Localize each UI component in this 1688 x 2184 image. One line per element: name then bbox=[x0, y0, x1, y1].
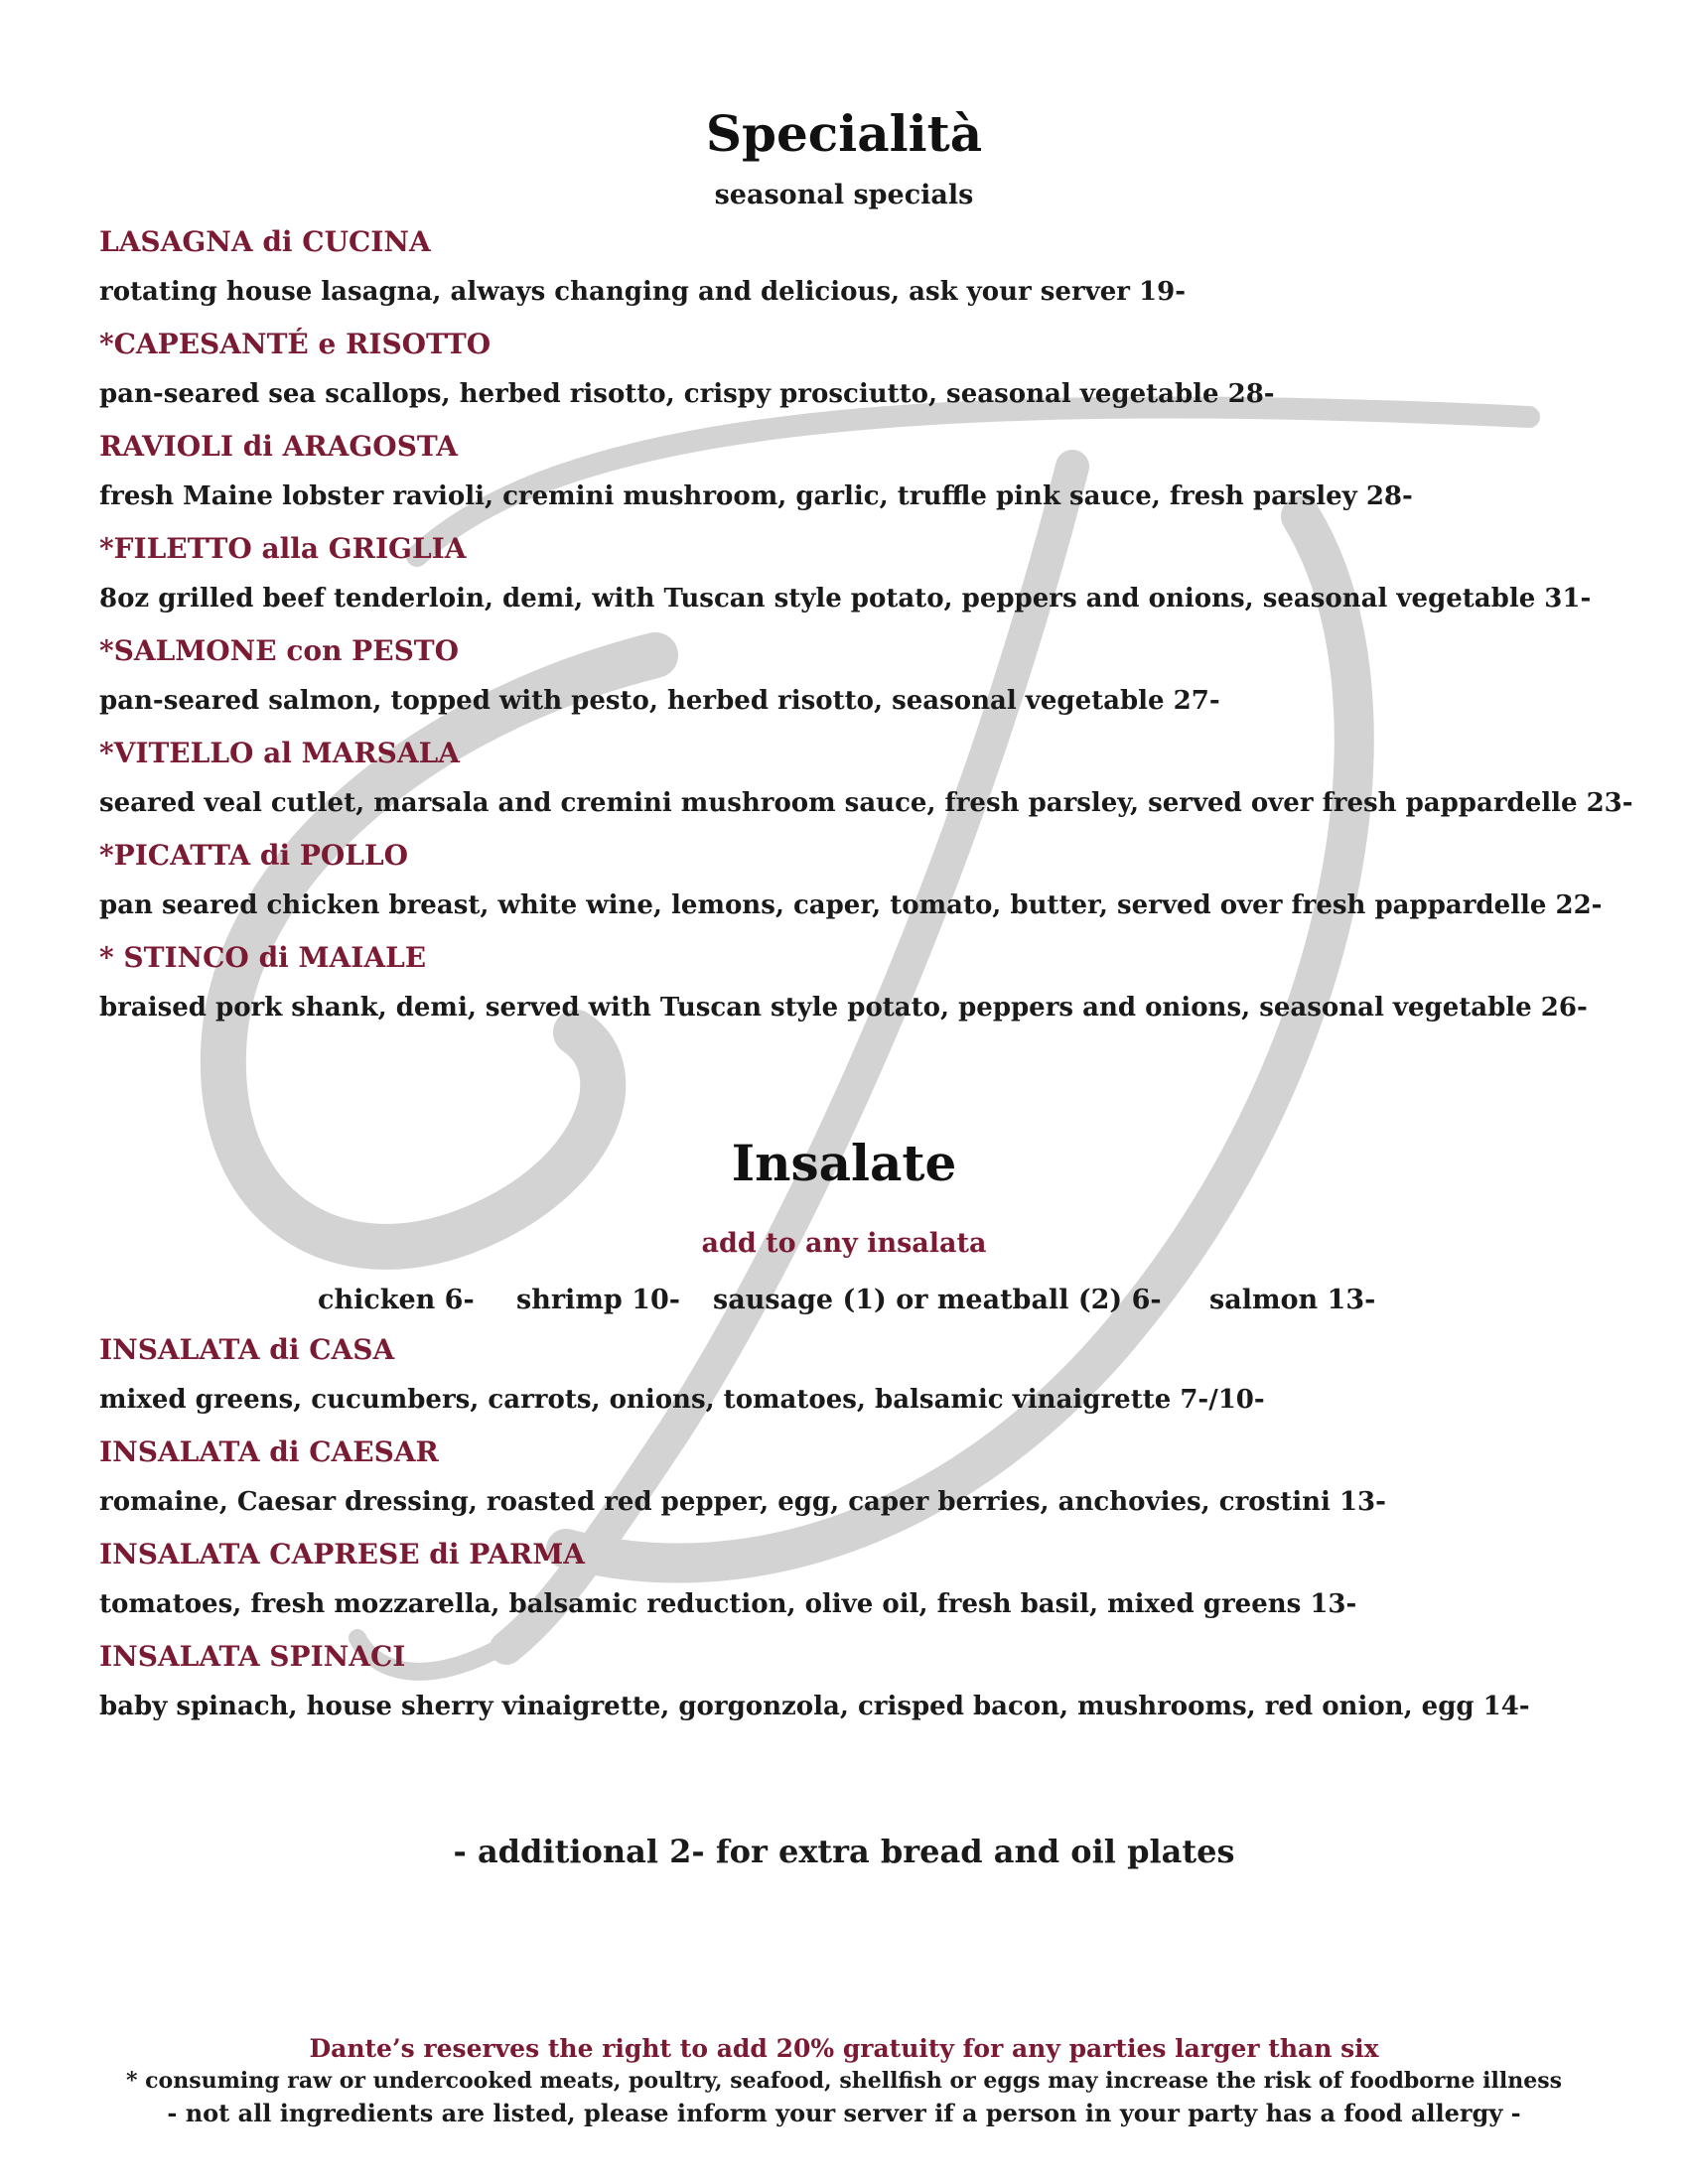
menu-item bbox=[99, 1538, 1648, 1621]
specialita-subtitle: seasonal specials bbox=[714, 180, 974, 210]
item-description: pan-seared sea scallops, herbed risotto, crispy prosciutto, seasonal vegetable 28- bbox=[99, 379, 1275, 409]
item-name: *CAPESANTÉ e RISOTTO bbox=[99, 328, 492, 360]
item-description: pan seared chicken breast, white wine, lemons, caper, tomato, butter, served over fresh pappardelle 22- bbox=[99, 890, 1603, 920]
menu-item bbox=[99, 328, 1648, 411]
item-description: baby spinach, house sherry vinaigrette, gorgonzola, crisped bacon, mushrooms, red onion, egg 14- bbox=[99, 1692, 1530, 1721]
item-name: INSALATA SPINACI bbox=[99, 1640, 406, 1673]
specialita-title: Specialità bbox=[705, 104, 983, 163]
item-name: *VITELLO al MARSALA bbox=[99, 737, 461, 769]
menu-item bbox=[99, 839, 1648, 922]
bread-note: - additional 2- for extra bread and oil plates bbox=[453, 1833, 1235, 1870]
menu-item bbox=[99, 941, 1648, 1024]
item-description: tomatoes, fresh mozzarella, balsamic reduction, olive oil, fresh basil, mixed greens 13- bbox=[99, 1589, 1357, 1619]
allergy-note: - not all ingredients are listed, please inform your server if a person in your party has a food allergy - bbox=[167, 2099, 1521, 2127]
item-name: * STINCO di MAIALE bbox=[99, 941, 427, 974]
insalate-list bbox=[99, 1333, 1648, 1742]
menu-item bbox=[99, 225, 1648, 309]
menu-item bbox=[99, 737, 1648, 820]
item-name: *PICATTA di POLLO bbox=[99, 839, 409, 872]
item-description: braised pork shank, demi, served with Tuscan style potato, peppers and onions, seasonal vegetable 26- bbox=[99, 993, 1588, 1023]
consumption-warning: * consuming raw or undercooked meats, poultry, seafood, shellfish or eggs may increase the risk of foodborne illness bbox=[126, 2068, 1562, 2094]
item-name: INSALATA CAPRESE di PARMA bbox=[99, 1538, 585, 1570]
gratuity-notice: Dante’s reserves the right to add 20% gratuity for any parties larger than six bbox=[309, 2034, 1379, 2063]
item-name: *SALMONE con PESTO bbox=[99, 634, 460, 667]
addon-item: sausage (1) or meatball (2) 6- bbox=[713, 1285, 1162, 1315]
insalate-title: Insalate bbox=[731, 1134, 957, 1192]
item-description: seared veal cutlet, marsala and cremini mushroom sauce, fresh parsley, served over fresh pappardelle 23- bbox=[99, 788, 1633, 818]
addon-item: salmon 13- bbox=[1209, 1285, 1376, 1315]
menu-item bbox=[99, 430, 1648, 513]
item-name: INSALATA di CAESAR bbox=[99, 1435, 439, 1468]
addon-item: shrimp 10- bbox=[516, 1285, 680, 1315]
menu-item bbox=[99, 634, 1648, 718]
menu-item bbox=[99, 532, 1648, 615]
menu-item bbox=[99, 1640, 1648, 1723]
item-name: INSALATA di CASA bbox=[99, 1333, 395, 1366]
item-description: mixed greens, cucumbers, carrots, onions, tomatoes, balsamic vinaigrette 7-/10- bbox=[99, 1385, 1265, 1415]
addons-heading: add to any insalata bbox=[701, 1228, 987, 1259]
item-name: LASAGNA di CUCINA bbox=[99, 225, 431, 258]
specialita-list bbox=[99, 225, 1648, 1043]
item-description: rotating house lasagna, always changing and delicious, ask your server 19- bbox=[99, 277, 1187, 307]
item-description: pan-seared salmon, topped with pesto, herbed risotto, seasonal vegetable 27- bbox=[99, 686, 1220, 716]
menu-item bbox=[99, 1435, 1648, 1519]
item-name: *FILETTO alla GRIGLIA bbox=[99, 532, 467, 565]
addons-row bbox=[0, 1283, 1688, 1318]
menu-item bbox=[99, 1333, 1648, 1417]
addon-item: chicken 6- bbox=[318, 1285, 475, 1315]
item-description: fresh Maine lobster ravioli, cremini mushroom, garlic, truffle pink sauce, fresh parsley 28- bbox=[99, 481, 1413, 511]
item-description: 8oz grilled beef tenderloin, demi, with Tuscan style potato, peppers and onions, seasonal vegetable 31- bbox=[99, 584, 1592, 614]
item-name: RAVIOLI di ARAGOSTA bbox=[99, 430, 458, 463]
item-description: romaine, Caesar dressing, roasted red pepper, egg, caper berries, anchovies, crostini 13- bbox=[99, 1487, 1386, 1517]
